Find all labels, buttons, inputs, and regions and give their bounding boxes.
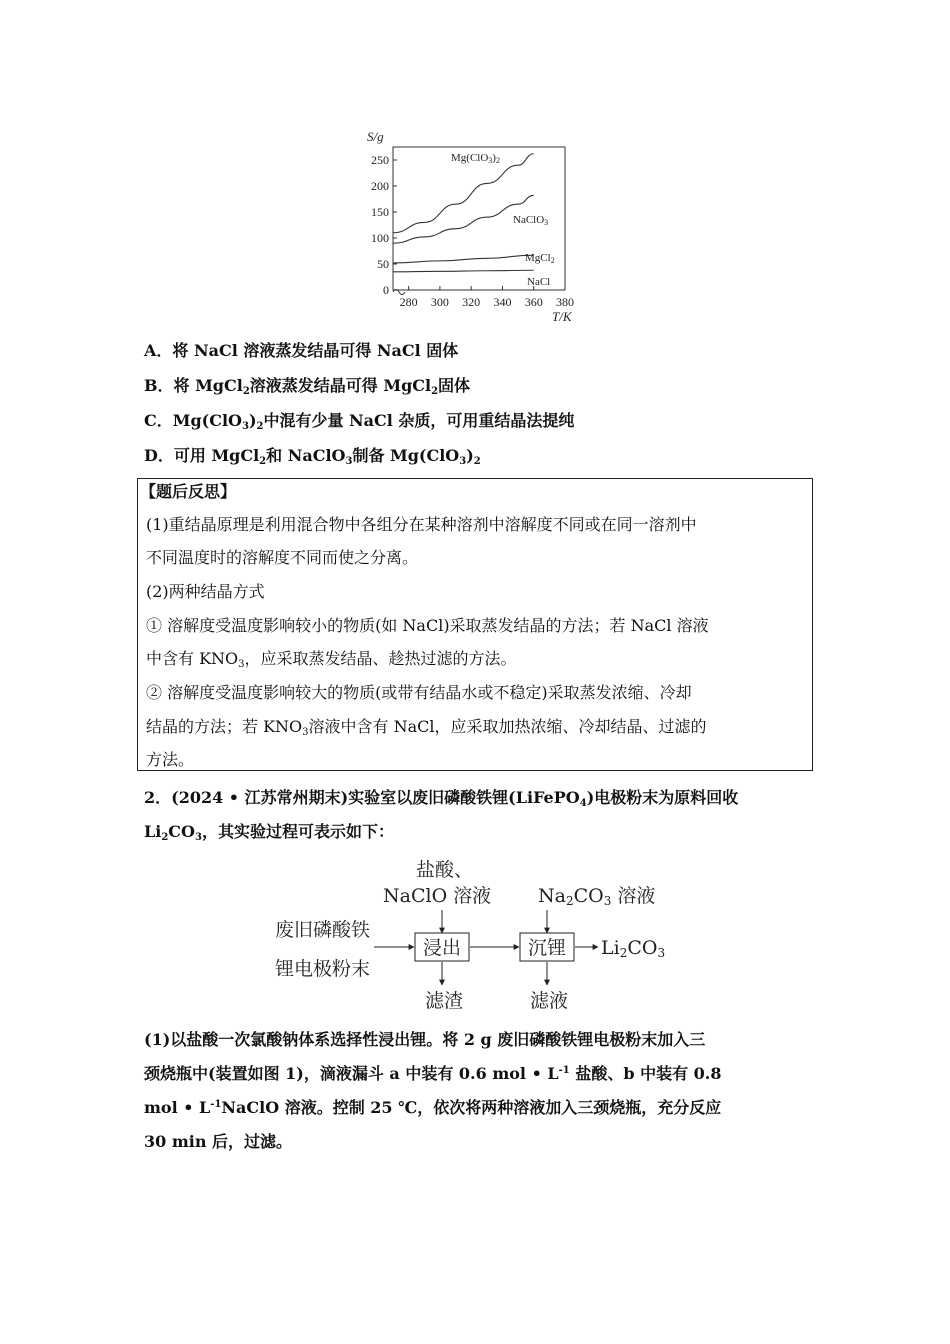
- sub: 2: [259, 456, 267, 467]
- product: Li2CO3: [601, 937, 666, 960]
- option-b: [144, 376, 470, 396]
- sub: 2: [242, 386, 250, 397]
- sub: 2: [256, 421, 264, 432]
- part-1-line4: 30 min 后，过滤。: [144, 1132, 293, 1151]
- part-1-text: 颈烧瓶中(装置如图 1)，滴液漏斗 a 中装有 0.6 mol • L: [144, 1064, 559, 1083]
- step-1-label: 浸出: [423, 937, 462, 959]
- q2-text: CO: [168, 822, 195, 841]
- x-axis-label: T/K: [552, 309, 572, 324]
- sup: -1: [210, 1099, 222, 1110]
- reflection-line: ① 溶解度受温度影响较小的物质(如 NaCl)采取蒸发结晶的方法；若 NaCl 溶液: [146, 616, 709, 635]
- reflection-line: (1)重结晶原理是利用混合物中各组分在某种溶剂中溶解度不同或在同一溶剂中: [146, 515, 697, 534]
- sub: 4: [579, 798, 587, 809]
- x-tick-label: 360: [524, 295, 543, 309]
- part-1-line3: [144, 1098, 721, 1118]
- y-tick-label: 100: [371, 231, 389, 245]
- waste-1: 滤渣: [425, 990, 464, 1012]
- option-d-text1: D．可用 MgCl: [144, 446, 260, 465]
- sub: 3: [238, 659, 245, 670]
- sub: 3: [241, 421, 249, 432]
- reflection-text: 溶液中含有 NaCl，应采取加热浓缩、冷却结晶、过滤的: [308, 717, 707, 736]
- reflection-line: 方法。: [146, 750, 195, 769]
- sub: 3: [459, 456, 467, 467]
- question-2-line1: [144, 788, 738, 808]
- reflection-line: [146, 649, 517, 669]
- option-c-text1: C．Mg(ClO: [144, 411, 242, 430]
- sub: 3: [345, 456, 353, 467]
- option-d-text2: 和 NaClO: [266, 446, 346, 465]
- series-label-naclo3: NaClO3: [513, 214, 549, 227]
- sup: -1: [558, 1065, 570, 1076]
- series-line-2: [393, 255, 534, 263]
- process-flow-diagram: [270, 850, 690, 1020]
- input-material-line1: 废旧磷酸铁: [275, 919, 371, 941]
- option-d: [144, 446, 481, 466]
- series-line-3: [393, 270, 534, 272]
- part-1-line2: [144, 1064, 722, 1084]
- series-label-mgclo3: Mg(ClO3)2: [451, 152, 500, 165]
- step-2-label: 沉锂: [528, 937, 567, 959]
- x-tick-label: 340: [493, 295, 512, 309]
- q2-text: Li: [144, 822, 162, 841]
- waste-2: 滤液: [530, 990, 569, 1012]
- sub: 3: [194, 832, 202, 843]
- x-tick-label: 300: [430, 295, 449, 309]
- option-c: [144, 411, 574, 431]
- reagent-1-line1: 盐酸、: [416, 859, 474, 881]
- sub: 2: [431, 386, 439, 397]
- solubility-chart: [355, 125, 595, 325]
- q2-text: 2．(2024 • 江苏常州期末)实验室以废旧磷酸铁锂(LiFePO: [144, 788, 580, 807]
- reflection-line: [146, 717, 707, 737]
- option-d-text4: ): [466, 446, 474, 465]
- y-tick-label: 0: [383, 283, 389, 297]
- option-b-text3: 固体: [438, 376, 471, 395]
- series-label-nacl: NaCl: [527, 276, 551, 288]
- x-tick-label: 280: [399, 295, 418, 309]
- series-label-mgcl2: MgCl2: [525, 252, 555, 265]
- question-2-line2: [144, 822, 394, 842]
- y-tick-label: 200: [371, 179, 389, 193]
- q2-text: ，其实验过程可表示如下：: [201, 822, 394, 841]
- sub: 3: [302, 727, 309, 738]
- curves: [393, 154, 534, 272]
- sub: 2: [473, 456, 481, 467]
- part-1-text: NaClO 溶液。控制 25 ℃，依次将两种溶液加入三颈烧瓶，充分反应: [221, 1098, 722, 1117]
- y-axis-label: S/g: [367, 129, 384, 144]
- option-c-text2: ): [248, 411, 257, 430]
- reflection-text: 中含有 KNO: [146, 649, 239, 668]
- x-tick-label: 320: [462, 295, 481, 309]
- y-tick-label: 150: [371, 205, 389, 219]
- x-tick-label: 380: [556, 295, 574, 309]
- part-1-text: mol • L: [144, 1098, 211, 1117]
- reagent-1-line2: NaClO 溶液: [383, 885, 492, 907]
- option-c-text3: 中混有少量 NaCl 杂质，可用重结晶法提纯: [263, 411, 575, 430]
- option-a: A．将 NaCl 溶液蒸发结晶可得 NaCl 固体: [144, 341, 459, 360]
- option-b-text1: B．将 MgCl: [144, 376, 243, 395]
- part-1-text: 盐酸、b 中装有 0.8: [569, 1064, 722, 1083]
- option-b-text2: 溶液蒸发结晶可得 MgCl: [249, 376, 432, 395]
- reflection-line: 不同温度时的溶解度不同而使之分离。: [146, 548, 419, 567]
- reflection-box: [137, 478, 813, 771]
- y-tick-label: 50: [377, 257, 389, 271]
- input-material-line2: 锂电极粉末: [275, 958, 371, 980]
- q2-text: )电极粉末为原料回收: [586, 788, 739, 807]
- x-ticks: [400, 286, 574, 309]
- reflection-line: ② 溶解度受温度影响较大的物质(或带有结晶水或不稳定)采取蒸发浓缩、冷却: [146, 683, 692, 702]
- sub: 2: [161, 832, 169, 843]
- reflection-text: 结晶的方法；若 KNO: [146, 717, 303, 736]
- reflection-text: ，应采取蒸发结晶、趁热过滤的方法。: [244, 649, 517, 668]
- y-tick-label: 250: [371, 153, 389, 167]
- reflection-line: (2)两种结晶方式: [146, 582, 265, 601]
- reflection-title: 【题后反思】: [140, 482, 237, 501]
- part-1-line1: (1)以盐酸一次氯酸钠体系选择性浸出锂。将 2 g 废旧磷酸铁锂电极粉末加入三: [144, 1030, 706, 1049]
- option-d-text3: 制备 Mg(ClO: [352, 446, 460, 465]
- reagent-2: Na2CO3 溶液: [538, 885, 656, 908]
